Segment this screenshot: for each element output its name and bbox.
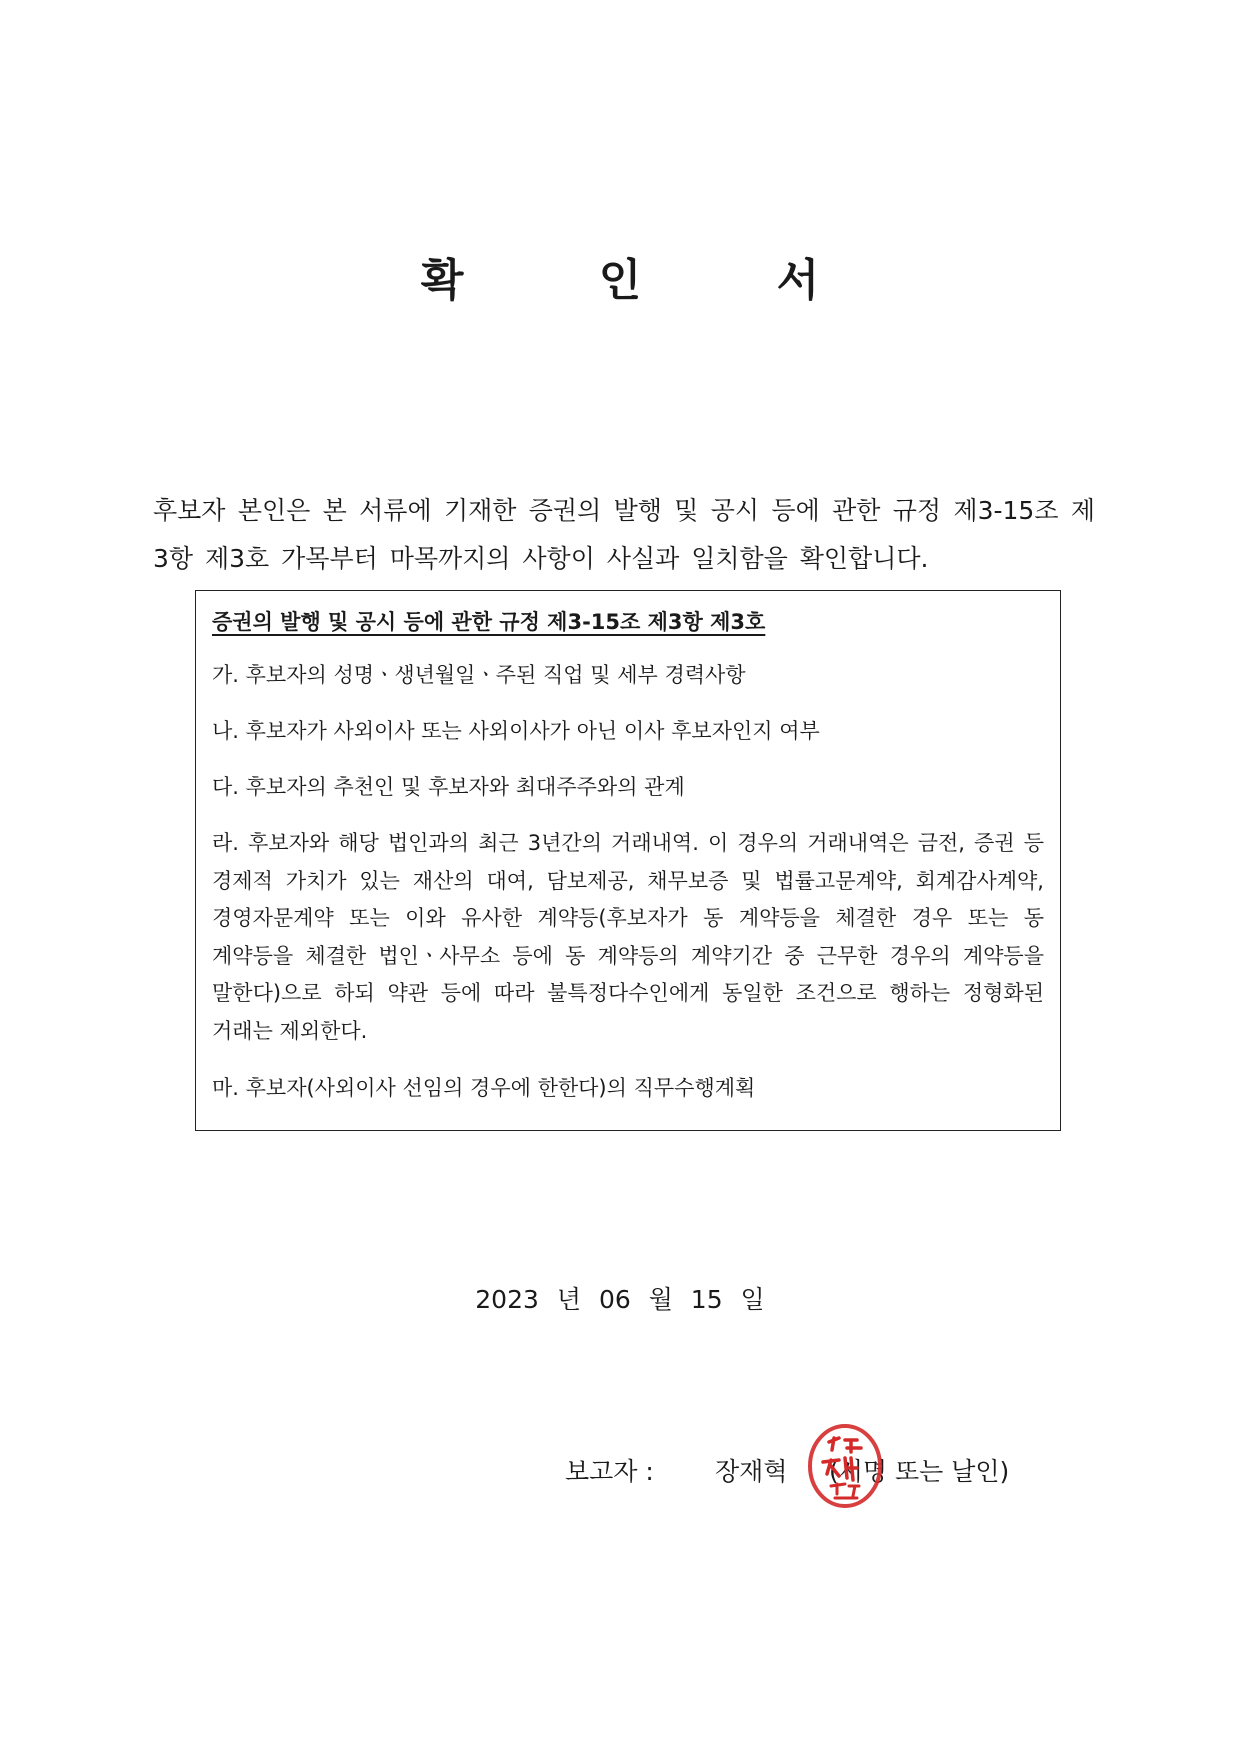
regulation-box: [195, 590, 1061, 1131]
reporter-line: [565, 1452, 1009, 1488]
intro-paragraph: 후보자 본인은 본 서류에 기재한 증권의 발행 및 공시 등에 관한 규정 제3-15조 제3항 제3호 가목부터 마목까지의 사항이 사실과 일치함을 확인합니다.: [153, 496, 1095, 573]
regulation-heading: 증권의 발행 및 공시 등에 관한 규정 제3-15조 제3항 제3호: [212, 610, 766, 634]
signature-note: (서명 또는 날인): [829, 1457, 1010, 1486]
document-date: 2023 년 06 월 15 일: [475, 1285, 765, 1314]
red-seal-stamp: [805, 1422, 885, 1510]
document-title: 확 인 서: [420, 255, 880, 306]
seal-glyph-top: [829, 1438, 861, 1452]
regulation-item-na: 나. 후보자가 사외이사 또는 사외이사가 아닌 이사 후보자인지 여부: [212, 719, 820, 743]
regulation-item-da: 다. 후보자의 추천인 및 후보자와 최대주주와의 관계: [212, 775, 685, 799]
regulation-item-ga: 가. 후보자의 성명ㆍ생년월일ㆍ주된 직업 및 세부 경력사항: [212, 663, 746, 687]
regulation-item-ra: 라. 후보자와 해당 법인과의 최근 3년간의 거래내역. 이 경우의 거래내역은 금전, 증권 등 경제적 가치가 있는 재산의 대여, 담보제공, 채무보증 및 법률고문계약, 회계감사계약, 경영자문계약 또는 이와 유사한 계약등(후보자가 동 계약등을 체결한 경우 또는 동 계약등을 체결한 법인ㆍ사무소 등에 동 계약등의 계약기간 중 근무한 경우의 계약등을 말한다)으로 하되 약관 등에 따라 불특정다수인에게 동일한 조건으로 행하는 정형화된 거래는 제외한다.: [212, 831, 1044, 1043]
reporter-name: 장재혁: [715, 1457, 788, 1486]
regulation-item-ma: 마. 후보자(사외이사 선임의 경우에 한한다)의 직무수행계획: [212, 1076, 756, 1100]
reporter-label: 보고자 :: [565, 1457, 654, 1486]
seal-glyph-bottom: [831, 1484, 859, 1498]
seal-glyph-middle: [823, 1458, 857, 1480]
